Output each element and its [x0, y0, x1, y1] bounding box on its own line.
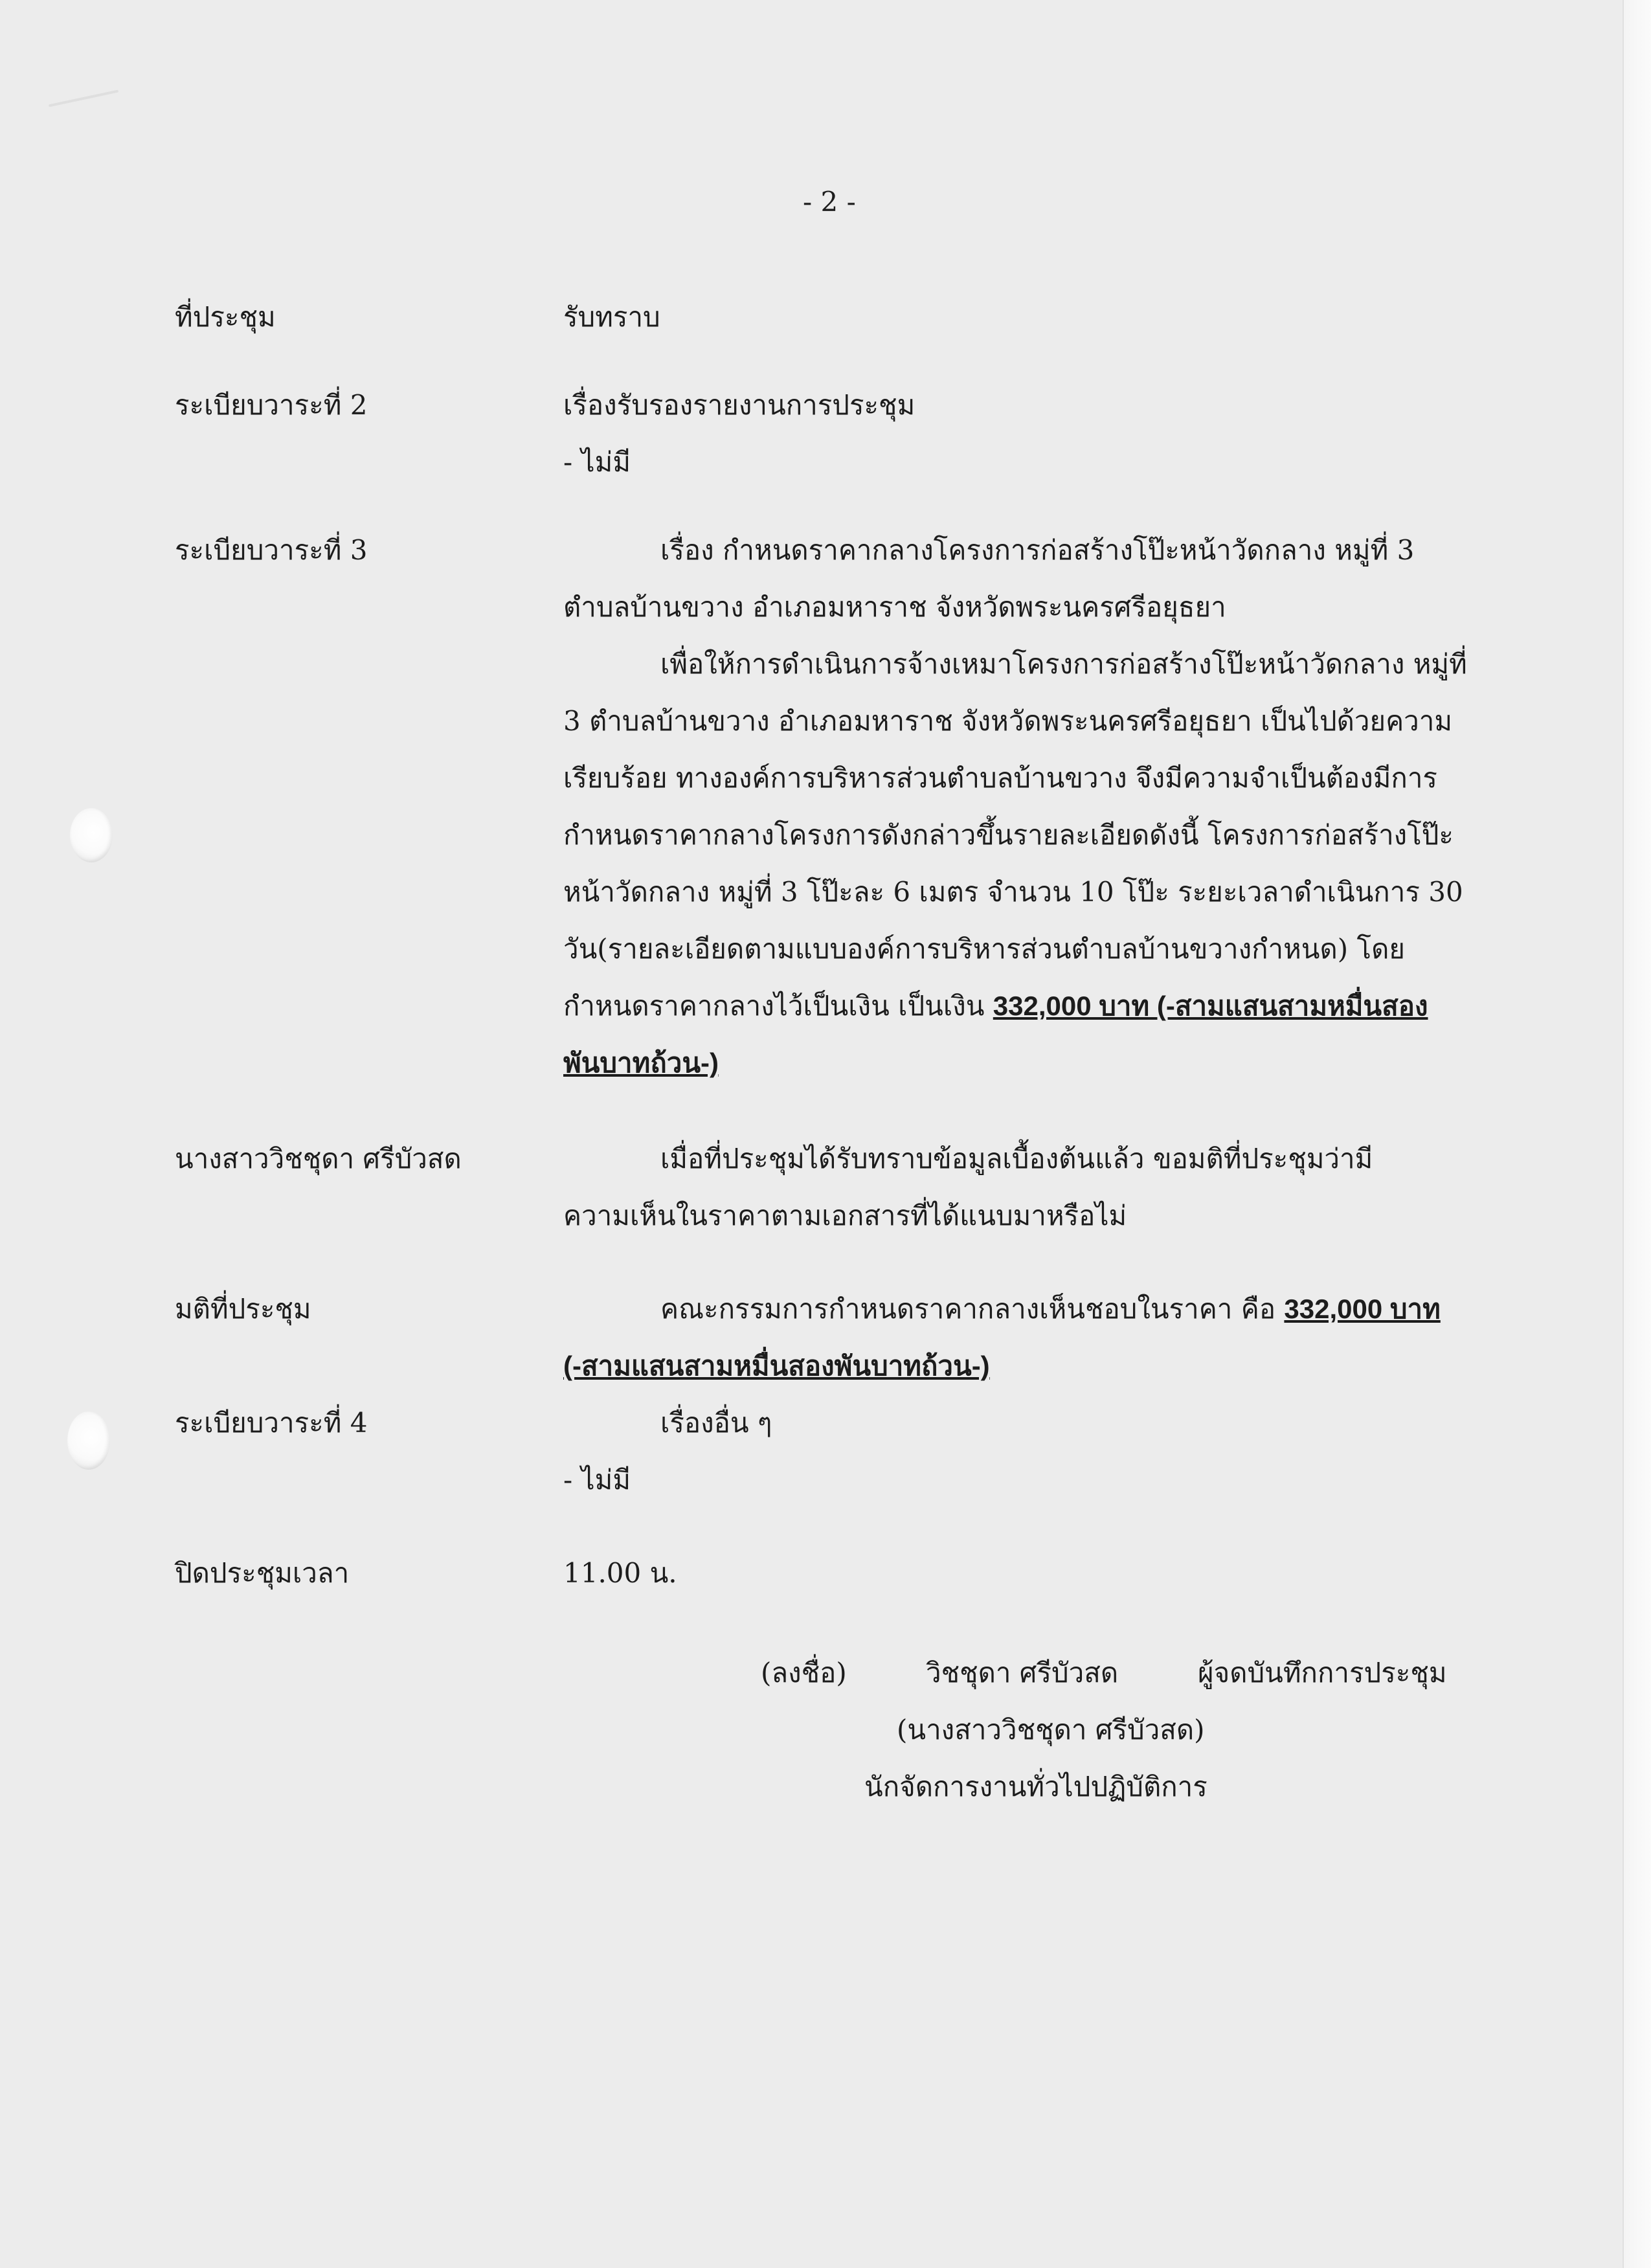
- sign-label: (ลงชื่อ): [761, 1657, 847, 1689]
- page-edge: [1623, 0, 1651, 2268]
- agenda-3-detail-line: 3 ตำบลบ้านขวาง อำเภอมหาราช จังหวัดพระนครศรีอยุธยา เป็นไปด้วยความ: [563, 705, 1453, 737]
- agenda-3-label: ระเบียบวาระที่ 3: [175, 534, 368, 566]
- speaker-statement-line: เมื่อที่ประชุมได้รับทราบข้อมูลเบื้องต้นแล้ว ขอมติที่ประชุมว่ามี: [660, 1143, 1373, 1174]
- scan-speck: [49, 90, 118, 107]
- agenda-4-label: ระเบียบวาระที่ 4: [175, 1407, 368, 1439]
- resolution-label: มติที่ประชุม: [175, 1293, 311, 1325]
- signer-role: ผู้จดบันทึกการประชุม: [1198, 1657, 1447, 1689]
- agenda-3-price-amount-cont: พันบาทถ้วน-): [563, 1048, 719, 1078]
- agenda-4-none: - ไม่มี: [563, 1464, 631, 1496]
- agenda-3-detail-line: กำหนดราคากลางโครงการดังกล่าวขึ้นรายละเอียดดังนี้ โครงการก่อสร้างโป๊ะ: [563, 819, 1454, 851]
- signer-printed-name: (นางสาววิชชุดา ศรีบัวสด): [897, 1714, 1205, 1746]
- agenda-3-price-line: [563, 978, 1428, 1035]
- agenda-3-price-words: [563, 1035, 719, 1092]
- signer-position: นักจัดการงานทั่วไปปฏิบัติการ: [864, 1771, 1207, 1802]
- closing-time-value: 11.00 น.: [563, 1557, 677, 1589]
- agenda-3-price-prefix: กำหนดราคากลางไว้เป็นเงิน เป็นเงิน: [563, 990, 993, 1022]
- punch-hole-bottom: [67, 1411, 110, 1470]
- agenda-2-none: - ไม่มี: [563, 446, 631, 478]
- speaker-statement-line: ความเห็นในราคาตามเอกสารที่ได้แนบมาหรือไม่: [563, 1200, 1127, 1231]
- agenda-4-topic: เรื่องอื่น ๆ: [660, 1407, 772, 1439]
- section-label-meeting: ที่ประชุม: [175, 301, 276, 333]
- resolution-line: [660, 1281, 1441, 1338]
- resolution-prefix: คณะกรรมการกำหนดราคากลางเห็นชอบในราคา คือ: [660, 1293, 1285, 1325]
- agenda-3-price-amount: 332,000 บาท (-สามแสนสามหมื่นสอง: [993, 991, 1428, 1021]
- agenda-2-label: ระเบียบวาระที่ 2: [175, 389, 368, 421]
- agenda-3-detail-line: เพื่อให้การดำเนินการจ้างเหมาโครงการก่อสร้างโป๊ะหน้าวัดกลาง หมู่ที่: [660, 648, 1467, 680]
- agenda-3-detail-line: วัน(รายละเอียดตามแบบองค์การบริหารส่วนตำบลบ้านขวางกำหนด) โดย: [563, 933, 1405, 965]
- agenda-3-detail-line: หน้าวัดกลาง หมู่ที่ 3 โป๊ะละ 6 เมตร จำนวน 10 โป๊ะ ระยะเวลาดำเนินการ 30: [563, 876, 1463, 908]
- resolution-amount: 332,000 บาท: [1284, 1294, 1441, 1324]
- speaker-label: นางสาววิชชุดา ศรีบัวสด: [175, 1143, 462, 1174]
- section-content-acknowledged: รับทราบ: [563, 301, 660, 333]
- resolution-amount-words-text: (-สามแสนสามหมื่นสองพันบาทถ้วน-): [563, 1351, 990, 1381]
- agenda-2-topic: เรื่องรับรองรายงานการประชุม: [563, 389, 915, 421]
- resolution-amount-words: [563, 1338, 990, 1395]
- signed-name: วิชชุดา ศรีบัวสด: [926, 1657, 1119, 1689]
- page-number: - 2 -: [803, 186, 856, 218]
- agenda-3-detail-line: เรียบร้อย ทางองค์การบริหารส่วนตำบลบ้านขวาง จึงมีความจำเป็นต้องมีการ: [563, 762, 1437, 794]
- punch-hole-top: [70, 808, 113, 862]
- agenda-3-topic-line: เรื่อง กำหนดราคากลางโครงการก่อสร้างโป๊ะหน้าวัดกลาง หมู่ที่ 3: [660, 534, 1415, 566]
- agenda-3-topic-line: ตำบลบ้านขวาง อำเภอมหาราช จังหวัดพระนครศรีอยุธยา: [563, 591, 1226, 623]
- closing-time-label: ปิดประชุมเวลา: [175, 1557, 350, 1589]
